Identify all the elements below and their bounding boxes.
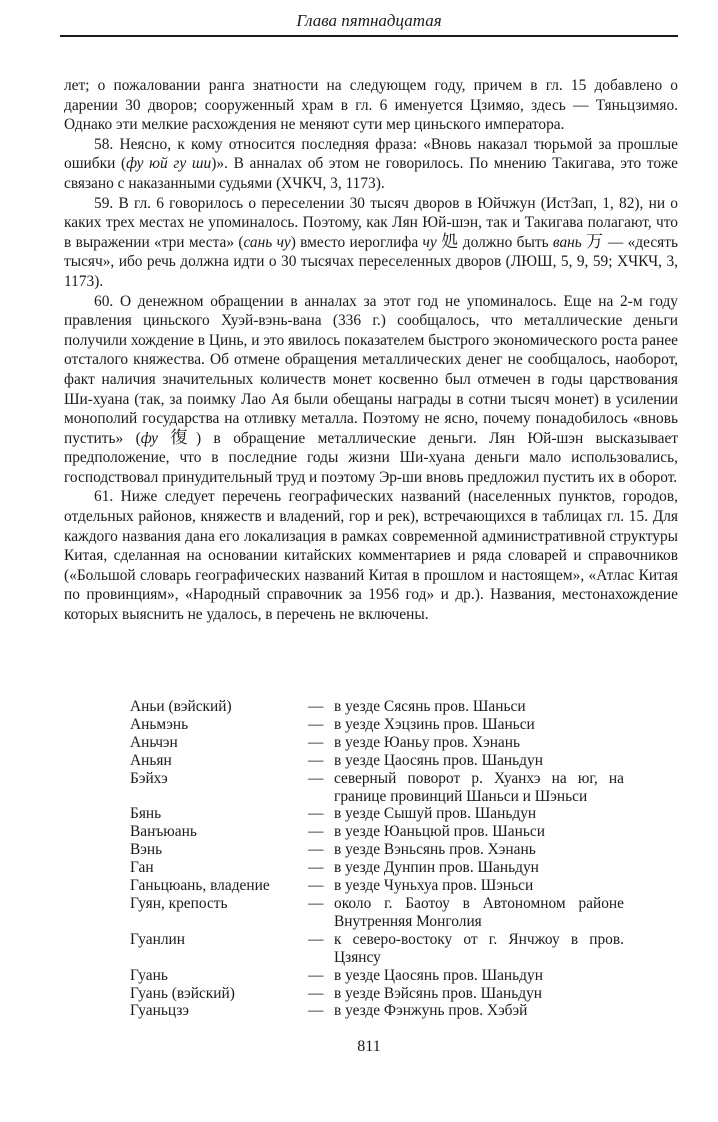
place-dash: —	[308, 698, 324, 715]
place-dash: —	[308, 841, 324, 859]
place-name: Ванъюань	[130, 823, 197, 841]
place-location: в уезде Юаньцюй пров. Шаньси	[334, 823, 545, 841]
note-59-hieroglyph-1: 処	[441, 231, 459, 252]
place-dash: —	[308, 894, 324, 912]
place-location: в уезде Цаосянь пров. Шаньдун	[334, 751, 543, 769]
place-name: Аньмэнь	[130, 715, 189, 733]
place-location: в уезде Юаньу пров. Хэнань	[334, 733, 521, 751]
place-location: около г. Баотоу в Автономном районе Внутренняя Монголия	[334, 894, 624, 930]
note-59-italic-1: сань чу	[243, 233, 291, 251]
note-59-hieroglyph-2: 万	[586, 231, 604, 252]
place-location: в уезде Чуньхуа пров. Шэньси	[334, 877, 534, 895]
place-location: к северо-востоку от г. Янчжоу в пров. Цзянсу	[334, 930, 624, 966]
place-name: Ган	[130, 859, 154, 877]
list-item	[130, 805, 678, 823]
note-61: 61. Ниже следует перечень географических названий (населенных пунктов, городов, отдельных районов, княжеств и владений, гор и рек), встречающихся в таблицах гл. 15. Для каждого названия дана его локализация в рамках современной административной структуры Китая, сделанная на основании китайских комментариев и ряда словарей и справочников («Большой словарь географических названий Китая в прошлом и настоящем», «Атлас Китая по провинциям», «Народный справочник за 1956 год» и др.). Названия, местонахождение которых выяснить не удалось, в перечень не включены.	[64, 488, 678, 624]
list-item	[130, 716, 678, 734]
place-dash: —	[308, 715, 324, 733]
place-location: северный поворот р. Хуанхэ на юг, на границе провинций Шаньси и Шэньси	[334, 769, 624, 805]
note-58-italic: фу юй гу ши	[126, 155, 212, 173]
list-item	[130, 841, 678, 859]
note-58	[64, 135, 678, 194]
note-59-text-c: должно быть	[458, 233, 553, 251]
place-dash: —	[308, 805, 324, 823]
place-name: Гуян, крепость	[130, 894, 228, 912]
place-name: Аньи (вэйский)	[130, 698, 232, 715]
place-location: в уезде Хэцзинь пров. Шаньси	[334, 715, 535, 733]
place-name: Бянь	[130, 805, 162, 823]
place-dash: —	[308, 859, 324, 877]
note-58-text-a: 58. Неясно, к кому относится последняя фраза: «Вновь наказал тюрьмой за прошлые ошибки (	[64, 135, 678, 173]
place-dash: —	[308, 733, 324, 751]
note-60-text-a: 60. О денежном обращении в анналах за этот год не упоминалось. Еще на 2-м году правления циньского Хуэй-вэнь-вана (336 г.) сообщалось, что металлические деньги получили хождение в Цинь, и это явилось показателем быстрого экономического роста ранее отсталого княжества. Об отмене обращения металлических денег не сообщалось, наоборот, факт наличия значительных количеств монет косвенно был отмечен в годы царствования Ши-хуана (так, за поимку Лао Ая были обещаны награды в сотни тысяч монет) в усилении монополий государства на отливку металла. Поэтому не ясно, почему понадобилось «вновь пустить» (	[64, 292, 678, 447]
list-item	[130, 770, 678, 806]
place-location: в уезде Фэнжунь пров. Хэбэй	[334, 1002, 528, 1020]
place-dash: —	[308, 966, 324, 984]
place-dash: —	[308, 984, 324, 1002]
list-item	[130, 734, 678, 752]
list-item	[130, 859, 678, 877]
place-location: в уезде Цаосянь пров. Шаньдун	[334, 966, 543, 984]
place-dash: —	[308, 1002, 324, 1020]
running-header: Глава пятнадцатая	[296, 11, 442, 30]
list-item	[130, 698, 678, 716]
list-item	[130, 823, 678, 841]
place-location: в уезде Вэйсянь пров. Шаньдун	[334, 984, 543, 1002]
note-59-text-d: — «десять тысяч», ибо речь должна идти о 30 тысячах переселенных дворов (ЛЮШ, 5, 9, 59; ХЧКЧ, 3, 1173).	[64, 233, 678, 290]
paragraph-continuation: лет; о пожаловании ранга знатности на следующем году, причем в гл. 15 добавлено о дарении 30 дворов; сооруженный храм в гл. 6 именуется Цзимяо, здесь — Тяньцзимяо. Однако эти мелкие расхождения не меняют сути мер циньского императора.	[64, 77, 678, 134]
note-59	[64, 194, 678, 292]
note-60-hieroglyph: 復	[170, 427, 196, 448]
place-location: в уезде Дунпин пров. Шаньдун	[334, 859, 539, 877]
place-name: Аньчэн	[130, 733, 178, 751]
place-location: в уезде Сясянь пров. Шаньси	[334, 698, 526, 715]
place-name: Вэнь	[130, 841, 163, 859]
note-60-italic: фу	[140, 429, 158, 447]
note-60	[64, 292, 678, 488]
place-dash: —	[308, 823, 324, 841]
list-item	[130, 752, 678, 770]
place-name: Гуань (вэйский)	[130, 984, 235, 1002]
header-rule	[60, 35, 678, 37]
place-name: Ганьцюань, владение	[130, 877, 270, 895]
list-item	[130, 1002, 678, 1020]
note-59-text-b: ) вместо иероглифа	[290, 233, 423, 251]
place-dash: —	[308, 769, 324, 787]
list-item	[130, 877, 678, 895]
note-58-text-b: )». В анналах об этом не говорилось. По мнению Такигава, это тоже связано с наказанными судьями (ХЧКЧ, 3, 1173).	[64, 155, 678, 192]
place-name: Гуаньцзэ	[130, 1002, 189, 1020]
list-item	[130, 895, 678, 931]
page-number: 811	[357, 1038, 381, 1055]
note-59-italic-3: вань	[552, 233, 582, 251]
place-names-list	[130, 698, 678, 1020]
list-item	[130, 967, 678, 985]
place-name: Гуань	[130, 966, 168, 984]
place-dash: —	[308, 930, 324, 948]
place-location: в уезде Вэньсянь пров. Хэнань	[334, 841, 536, 859]
body-text	[64, 76, 678, 625]
place-dash: —	[308, 751, 324, 769]
place-name: Гуанлин	[130, 930, 186, 948]
place-name: Аньян	[130, 751, 172, 769]
place-location: в уезде Сышуй пров. Шаньдун	[334, 805, 537, 823]
list-item	[130, 931, 678, 967]
place-name: Бэйхэ	[130, 769, 168, 787]
note-60-text-b: ) в обращение металлические деньги. Лян Юй-шэн высказывает предположение, что в последние годы жизни Ши-хуана деньги мало использовались, господствовал принудительный труд и поэтому Эр-ши вновь предложил пустить их в оборот.	[64, 429, 679, 486]
note-59-italic-2: чу	[422, 233, 437, 251]
list-item	[130, 985, 678, 1003]
note-59-text-a: 59. В гл. 6 говорилось о переселении 30 тысяч дворов в Юйчжун (ИстЗап, 1, 82), ни о каких трех местах не упоминалось. Поэтому, как Лян Юй-шэн, так и Такигава полагают, что в выражении «три места» (	[64, 194, 678, 251]
place-dash: —	[308, 877, 324, 895]
